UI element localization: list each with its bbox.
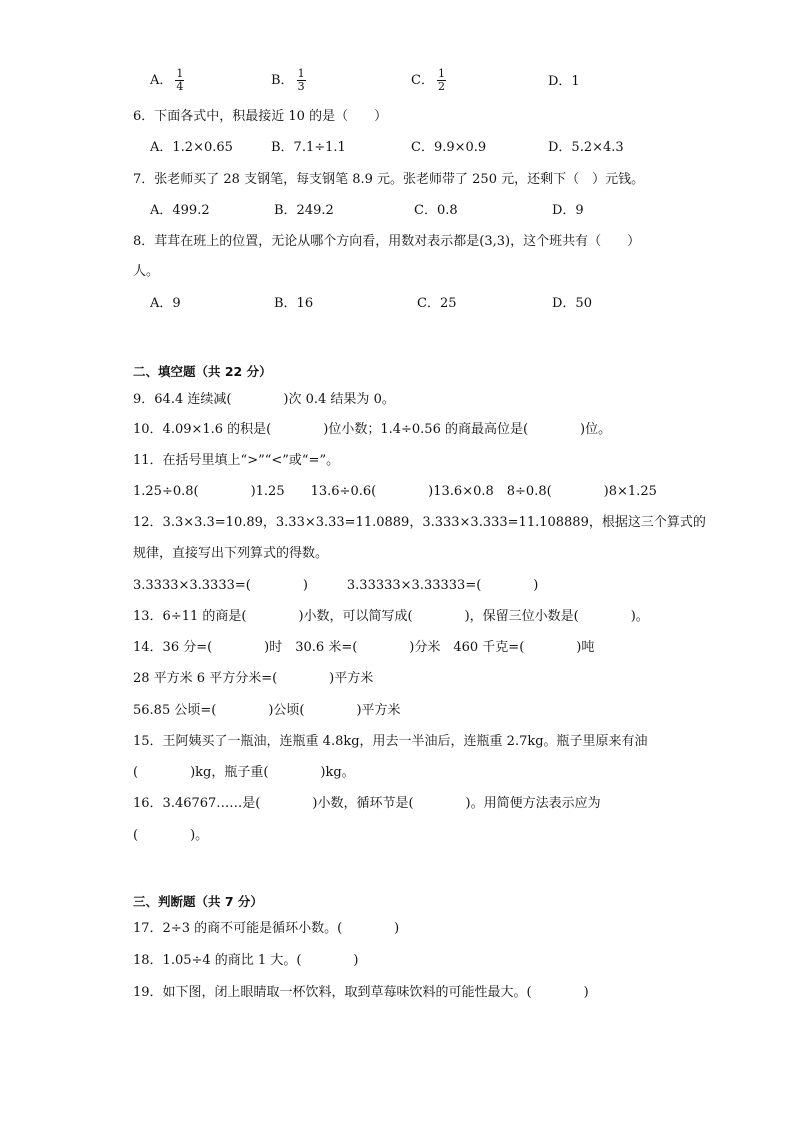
numerator: 1	[437, 67, 445, 80]
fraction	[297, 68, 306, 93]
q8-option-a: A．9	[150, 296, 181, 311]
q7-option-a: A．499.2	[150, 203, 210, 218]
section-title-fill-in: 二、填空题（共 22 分）	[133, 364, 272, 379]
q8-option-c: C．25	[417, 296, 457, 311]
q5-option-c	[411, 68, 446, 93]
q5-option-a-label: A．	[150, 73, 173, 88]
q11-stem: 11．在括号里填上“>”“<”或“=”。	[133, 453, 340, 468]
numerator: 1	[176, 67, 184, 80]
q15-line1: 15．王阿姨买了一瓶油，连瓶重 4.8kg，用去一半油后，连瓶重 2.7kg。瓶子里原来有油	[133, 734, 648, 749]
q14-line2: 28 平方米 6 平方分米=( )平方米	[133, 671, 374, 686]
q5-option-c-label: C．	[411, 73, 434, 88]
denominator: 4	[176, 80, 184, 93]
q7-option-c: C．0.8	[414, 203, 458, 218]
q10: 10．4.09×1.6 的积是( )位小数；1.4÷0.56 的商最高位是( )位。	[133, 422, 612, 437]
q6-option-d: D．5.2×4.3	[548, 140, 624, 155]
q12-line3: 3.3333×3.3333=( ) 3.33333×3.33333=( )	[133, 578, 539, 593]
q12-line1: 12．3.3×3.3=10.89，3.33×3.33=11.0889，3.333×3.333=11.108889，根据这三个算式的	[133, 515, 706, 530]
q5-option-a	[150, 68, 184, 93]
q16-line2: ( )。	[133, 828, 209, 843]
q15-line2: ( )kg，瓶子重( )kg。	[133, 765, 355, 780]
q5-option-b	[271, 68, 306, 93]
q13: 13．6÷11 的商是( )小数，可以简写成( )，保留三位小数是( )。	[133, 609, 649, 624]
q16-line1: 16．3.46767……是( )小数，循环节是( )。用简便方法表示应为	[133, 796, 601, 811]
q7-stem: 7．张老师买了 28 支钢笔，每支钢笔 8.9 元。张老师带了 250 元，还剩下（ ）元钱。	[133, 172, 645, 187]
fraction	[175, 68, 184, 93]
q17: 17．2÷3 的商不可能是循环小数。( )	[133, 921, 400, 936]
q8-stem-line2: 人。	[133, 264, 160, 279]
q6-option-b: B．7.1÷1.1	[271, 140, 346, 155]
q8-option-b: B．16	[274, 296, 314, 311]
q14-line1: 14．36 分=( )时 30.6 米=( )分米 460 千克=( )吨	[133, 640, 595, 655]
denominator: 2	[437, 80, 445, 93]
numerator: 1	[297, 67, 305, 80]
q8-option-d: D．50	[552, 296, 592, 311]
q7-option-b: B．249.2	[274, 203, 334, 218]
fraction	[437, 68, 446, 93]
q5-option-d: D．1	[548, 74, 580, 89]
q14-line3: 56.85 公顷=( )公顷( )平方米	[133, 703, 401, 718]
q7-option-d: D．9	[552, 203, 584, 218]
q5-option-b-label: B．	[271, 73, 294, 88]
q11-row: 1.25÷0.8( )1.25 13.6÷0.6( )13.6×0.8 8÷0.8( )8×1.25	[133, 484, 657, 499]
q6-option-a: A．1.2×0.65	[150, 140, 233, 155]
q19: 19．如下图，闭上眼睛取一杯饮料，取到草莓味饮料的可能性最大。( )	[133, 985, 589, 1000]
section-title-judgement: 三、判断题（共 7 分）	[133, 894, 263, 909]
q9: 9．64.4 连续减( )次 0.4 结果为 0。	[133, 392, 395, 407]
q12-line2: 规律，直接写出下列算式的得数。	[133, 546, 329, 561]
q6-stem: 6．下面各式中，积最接近 10 的是（ ）	[133, 109, 388, 124]
q18: 18．1.05÷4 的商比 1 大。( )	[133, 953, 359, 968]
q8-stem-line1: 8．茸茸在班上的位置，无论从哪个方向看，用数对表示都是(3,3)，这个班共有（ ）	[133, 234, 641, 249]
denominator: 3	[297, 80, 305, 93]
q6-option-c: C．9.9×0.9	[411, 140, 487, 155]
